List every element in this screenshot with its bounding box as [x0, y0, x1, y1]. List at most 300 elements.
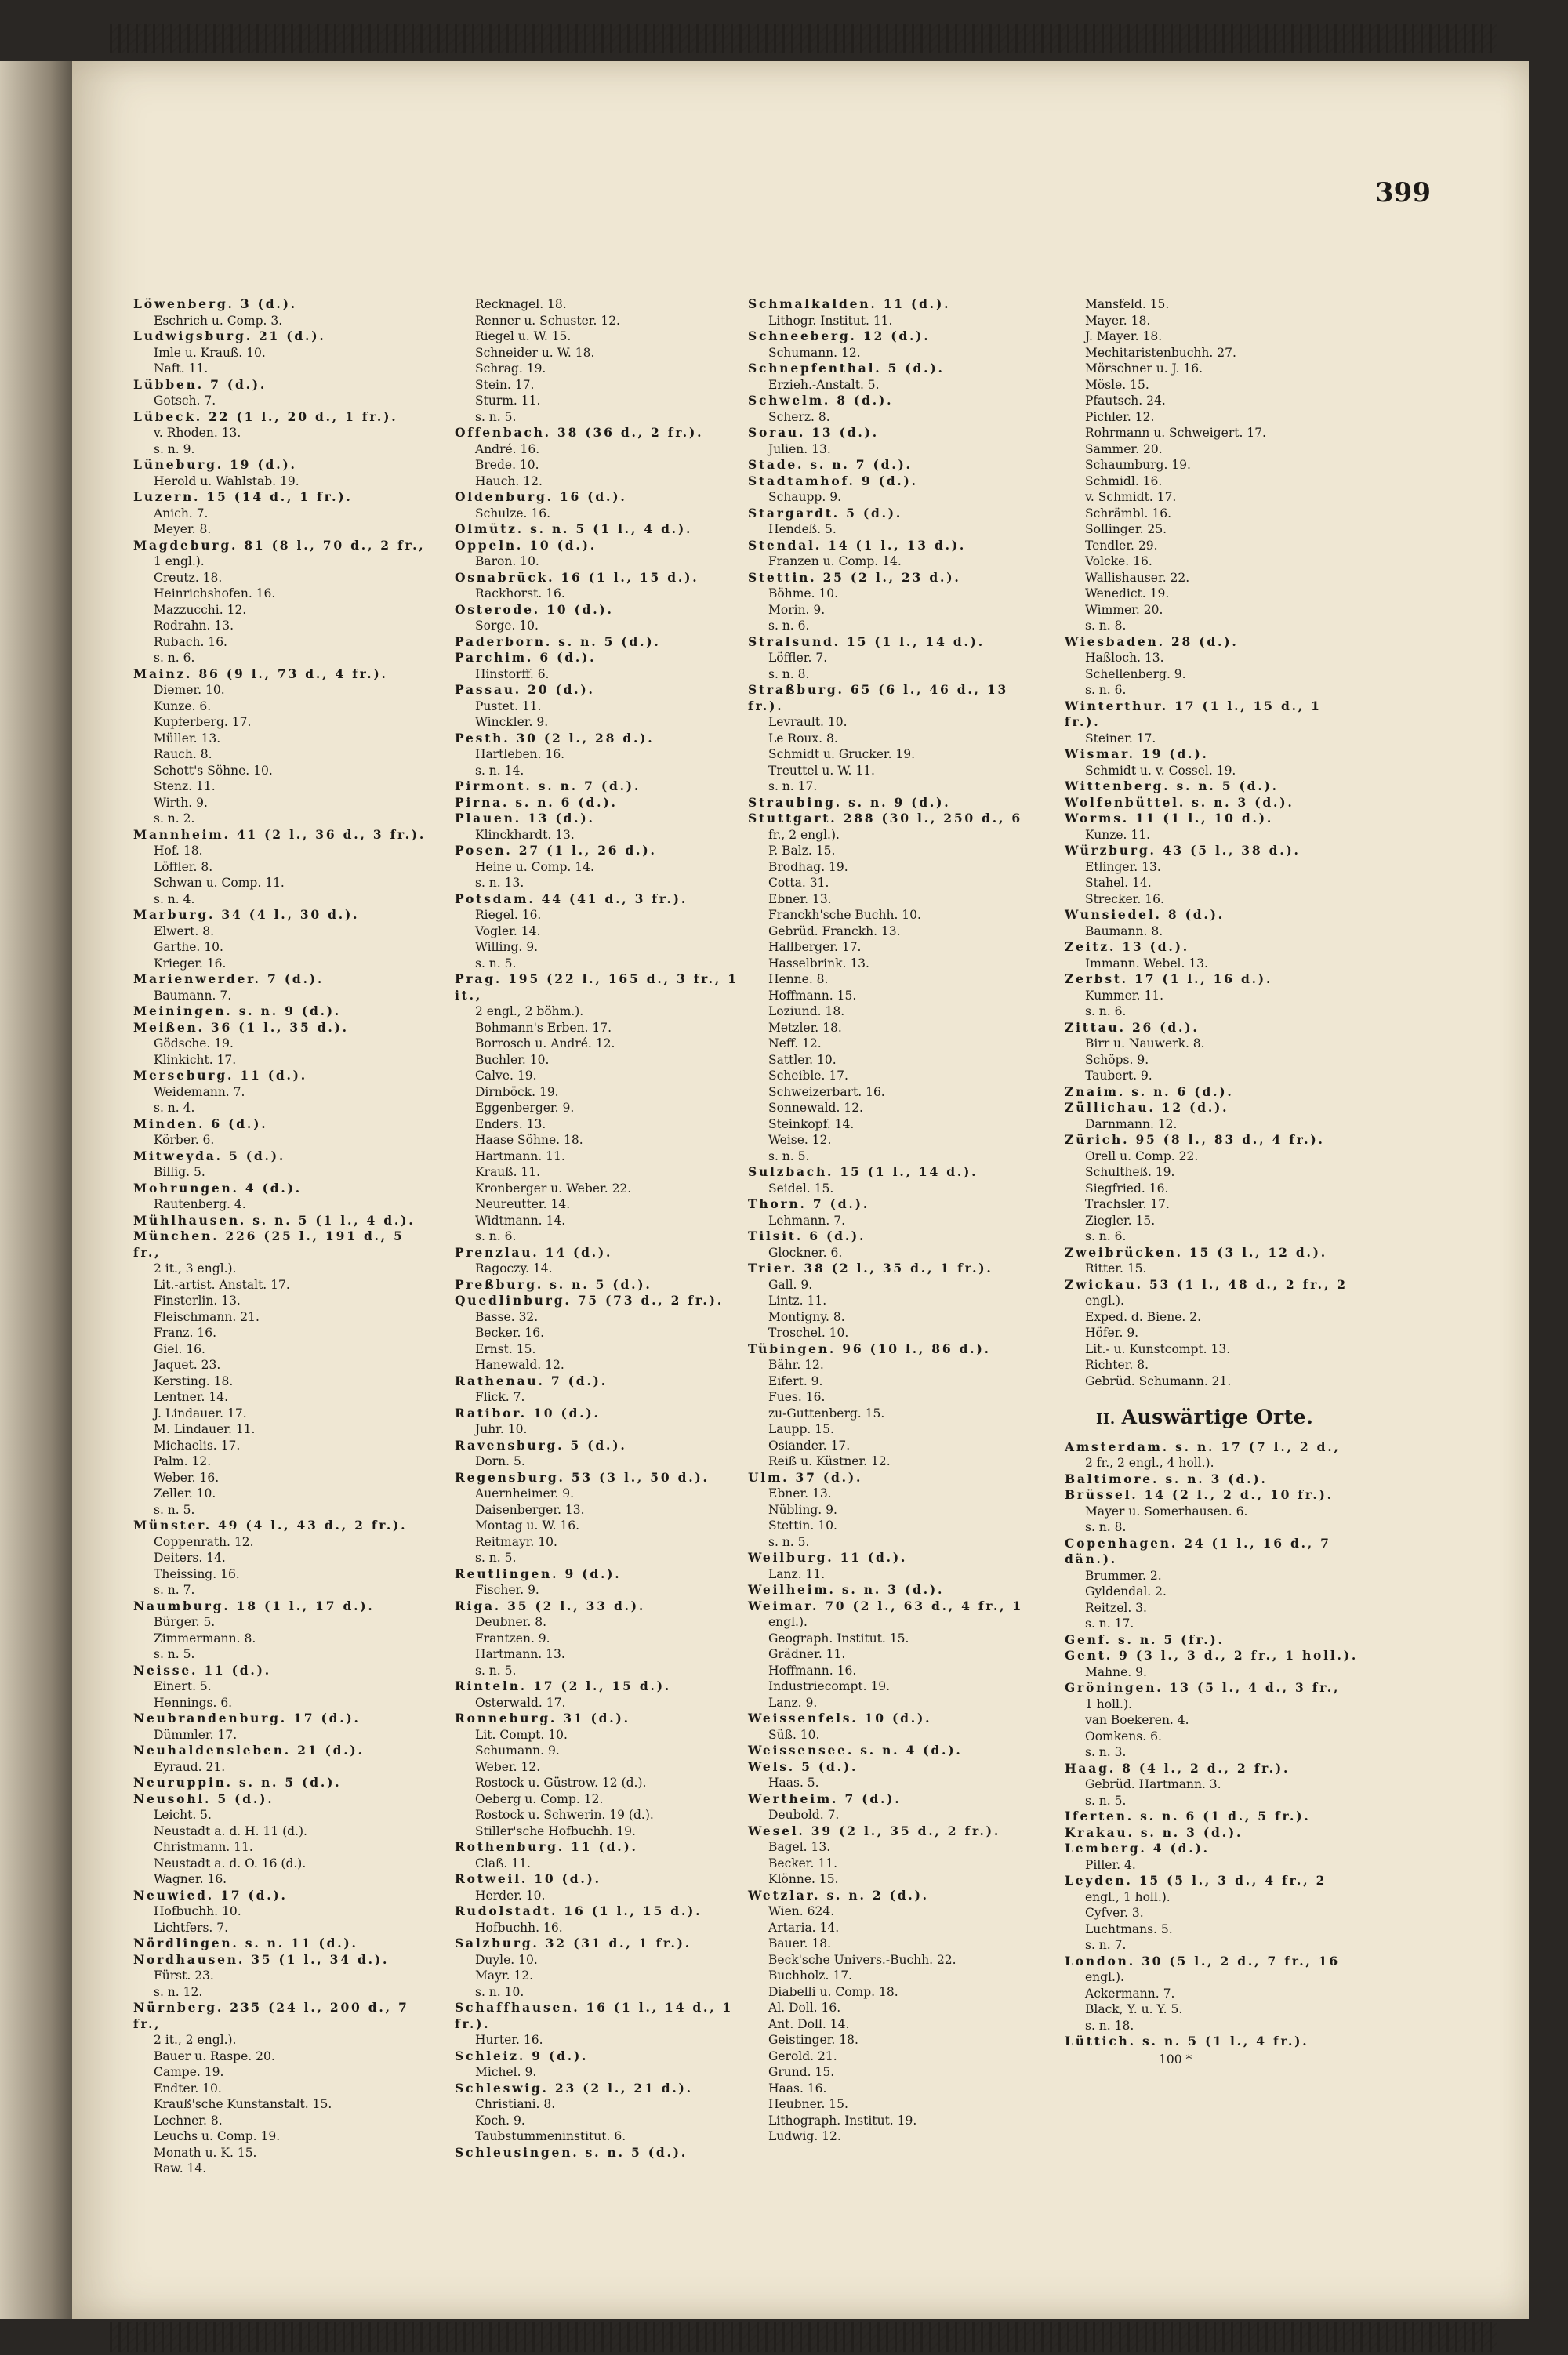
place-entry: Reutlingen. 9 (d.). [455, 1566, 622, 1581]
dealer-entry: Klinkicht. 17. [154, 1052, 237, 1067]
dealer-entry: Grund. 15. [768, 2065, 835, 2079]
dealer-entry: Michel. 9. [475, 2065, 537, 2079]
dealer-entry: s. n. 12. [154, 1984, 203, 1999]
place-entry: Preßburg. s. n. 5 (d.). [455, 1276, 652, 1292]
dealer-entry: Auernheimer. 9. [475, 1486, 575, 1500]
dealer-entry: Daisenberger. 13. [475, 1502, 585, 1517]
dealer-entry: Lit.-artist. Anstalt. 17. [154, 1277, 290, 1292]
dealer-entry: Pfautsch. 24. [1085, 394, 1166, 408]
dealer-entry: Schrämbl. 16. [1085, 506, 1172, 521]
dealer-entry: s. n. 2. [154, 811, 195, 826]
dealer-entry: Steinkopf. 14. [768, 1116, 855, 1131]
dealer-entry: Neff. 12. [768, 1036, 822, 1050]
place-entry: Winterthur. 17 (1 l., 15 d., 1 fr.). [1065, 698, 1322, 729]
dealer-entry: Sonnewald. 12. [768, 1101, 863, 1115]
place-entry: Magdeburg. 81 (8 l., 70 d., 2 fr., [133, 537, 426, 553]
dealer-entry: Leuchs u. Comp. 19. [154, 2129, 281, 2143]
dealer-entry: Luchtmans. 5. [1085, 1921, 1173, 1936]
place-entry: Stendal. 14 (1 l., 13 d.). [748, 537, 967, 553]
dealer-entry: Seidel. 15. [768, 1181, 834, 1196]
dealer-entry: Dirnböck. 19. [475, 1084, 559, 1099]
dealer-entry: Cotta. 31. [768, 876, 829, 890]
dealer-entry: Julien. 13. [768, 441, 831, 456]
dealer-entry: Lentner. 14. [154, 1390, 229, 1404]
place-entry: Posen. 27 (1 l., 26 d.). [455, 843, 657, 858]
place-entry: Minden. 6 (d.). [133, 1116, 268, 1131]
dealer-entry: Volcke. 16. [1085, 554, 1152, 568]
dealer-entry: Exped. d. Biene. 2. [1085, 1309, 1202, 1324]
dealer-entry: Kupferberg. 17. [154, 715, 252, 729]
dealer-entry: Raw. 14. [154, 2161, 207, 2175]
place-entry: Neuruppin. s. n. 5 (d.). [133, 1775, 342, 1790]
dealer-entry: Dümmler. 17. [154, 1727, 238, 1742]
dealer-entry: Beck'sche Univers.-Buchh. 22. [768, 1952, 956, 1967]
dealer-entry: Herold u. Wahlstab. 19. [154, 474, 299, 488]
dealer-entry: Pustet. 11. [475, 699, 542, 713]
place-entry: Wunsiedel. 8 (d.). [1065, 907, 1225, 922]
dealer-entry: Haßloch. 13. [1085, 651, 1164, 665]
dealer-entry: Christiani. 8. [475, 2097, 556, 2111]
place-entry: Worms. 11 (1 l., 10 d.). [1065, 811, 1274, 826]
dealer-entry: s. n. 6. [1085, 683, 1127, 697]
dealer-entry: Hartmann. 13. [475, 1647, 565, 1661]
dealer-entry: Reiß u. Küstner. 12. [768, 1454, 891, 1468]
dealer-entry: s. n. 9. [154, 441, 195, 456]
dealer-entry: Etlinger. 13. [1085, 859, 1161, 874]
place-entry: Rudolstadt. 16 (1 l., 15 d.). [455, 1903, 702, 1918]
dealer-entry: Hauch. 12. [475, 474, 543, 488]
place-entry: Regensburg. 53 (3 l., 50 d.). [455, 1469, 710, 1485]
place-entry: Zweibrücken. 15 (3 l., 12 d.). [1065, 1244, 1327, 1260]
dealer-entry: Süß. 10. [768, 1727, 820, 1742]
dealer-entry: Anich. 7. [154, 506, 209, 521]
dealer-entry: Elwert. 8. [154, 923, 214, 938]
dealer-entry: Enders. 13. [475, 1116, 546, 1131]
dealer-entry: Lichtfers. 7. [154, 1920, 229, 1935]
dealer-entry: Sturm. 11. [475, 394, 541, 408]
dealer-entry: Lanz. 11. [768, 1566, 826, 1581]
dealer-entry: Mazzucchi. 12. [154, 602, 247, 617]
place-entry: Weimar. 70 (2 l., 63 d., 4 fr., 1 [748, 1598, 1024, 1613]
dealer-entry: Klönne. 15. [768, 1872, 839, 1886]
dealer-entry: Müller. 13. [154, 731, 221, 746]
dealer-entry: Coppenrath. 12. [154, 1534, 254, 1549]
dealer-entry: Le Roux. 8. [768, 731, 838, 746]
dealer-entry: Gebrüd. Schumann. 21. [1085, 1373, 1232, 1388]
dealer-entry: Stenz. 11. [154, 779, 216, 793]
dealer-entry: 2 it., 3 engl.). [154, 1261, 237, 1275]
dealer-entry: Böhme. 10. [768, 586, 839, 601]
place-entry: Iferten. s. n. 6 (1 d., 5 fr.). [1065, 1809, 1311, 1823]
place-entry: Sorau. 13 (d.). [748, 425, 879, 440]
dealer-entry: Eyraud. 21. [154, 1759, 226, 1774]
dealer-entry: Neustadt a. d. H. 11 (d.). [154, 1823, 307, 1838]
dealer-entry: Körber. 6. [154, 1133, 215, 1147]
place-entry: Wels. 5 (d.). [748, 1758, 858, 1774]
dealer-entry: Herder. 10. [475, 1888, 546, 1903]
section-heading [1096, 1406, 1363, 1428]
dealer-entry: André. 16. [475, 441, 540, 456]
place-entry: Parchim. 6 (d.). [455, 650, 597, 665]
dealer-entry: Steiner. 17. [1085, 731, 1156, 746]
dealer-entry: Rubach. 16. [154, 634, 227, 649]
dealer-entry: Ludwig. 12. [768, 2129, 841, 2143]
place-entry: Oppeln. 10 (d.). [455, 537, 597, 553]
dealer-entry: Lithograph. Institut. 19. [768, 2113, 917, 2128]
dealer-entry: Lintz. 11. [768, 1294, 827, 1308]
dealer-entry: s. n. 8. [1085, 619, 1127, 633]
dealer-entry: Taubert. 9. [1085, 1069, 1152, 1083]
column-3 [748, 296, 1046, 2145]
place-entry: Weissenfels. 10 (d.). [748, 1711, 932, 1725]
dealer-entry: Willing. 9. [475, 940, 539, 954]
page-number: 399 [1375, 177, 1431, 209]
dealer-entry: Glockner. 6. [768, 1245, 843, 1260]
place-entry: Paderborn. s. n. 5 (d.). [455, 633, 661, 649]
place-entry: Thorn. 7 (d.). [748, 1196, 869, 1211]
dealer-entry: Schmidt u. v. Cossel. 19. [1085, 763, 1236, 778]
dealer-entry: Bagel. 13. [768, 1840, 831, 1854]
place-entry: Amsterdam. s. n. 17 (7 l., 2 d., [1065, 1439, 1341, 1454]
place-entry: Merseburg. 11 (d.). [133, 1068, 307, 1083]
dealer-entry: Black, Y. u. Y. 5. [1085, 2002, 1183, 2016]
dealer-entry: Hofbuchh. 16. [475, 1920, 563, 1935]
place-entry: London. 30 (5 l., 2 d., 7 fr., 16 [1065, 1953, 1340, 1969]
dealer-entry: Birr u. Nauwerk. 8. [1085, 1036, 1205, 1050]
dealer-entry: Montigny. 8. [768, 1309, 845, 1324]
dealer-entry: Monath u. K. 15. [154, 2145, 257, 2160]
dealer-entry: Lehmann. 7. [768, 1213, 845, 1228]
place-entry: Weissensee. s. n. 4 (d.). [748, 1743, 963, 1758]
signature-mark: 100 * [1159, 2052, 1192, 2067]
dealer-entry: Deiters. 14. [154, 1551, 226, 1565]
place-entry: Schmalkalden. 11 (d.). [748, 296, 951, 311]
dealer-entry: Siegfried. 16. [1085, 1181, 1169, 1196]
place-entry: Nordhausen. 35 (1 l., 34 d.). [133, 1951, 390, 1967]
dealer-entry: Richter. 8. [1085, 1358, 1149, 1372]
place-entry: Lübeck. 22 (1 l., 20 d., 1 fr.). [133, 408, 398, 424]
place-entry: Lemberg. 4 (d.). [1065, 1841, 1210, 1856]
column-2 [455, 296, 753, 2161]
dealer-entry: Bähr. 12. [768, 1358, 824, 1372]
place-entry: Schleswig. 23 (2 l., 21 d.). [455, 2080, 693, 2096]
dealer-entry: Franz. 16. [154, 1326, 217, 1340]
dealer-entry: Stiller'sche Hofbuchh. 19. [475, 1823, 636, 1838]
place-entry: Offenbach. 38 (36 d., 2 fr.). [455, 425, 704, 440]
dealer-entry: Haas. 16. [768, 2081, 827, 2096]
place-entry: Luzern. 15 (14 d., 1 fr.). [133, 489, 353, 504]
decorative-border-bottom [110, 2322, 1497, 2352]
dealer-entry: Lithogr. Institut. 11. [768, 313, 893, 328]
dealer-entry: Weber. 12. [475, 1759, 541, 1774]
dealer-entry: Ebner. 13. [768, 1486, 832, 1500]
place-entry: Znaim. s. n. 6 (d.). [1065, 1083, 1234, 1099]
dealer-entry: Hoffmann. 15. [768, 988, 857, 1003]
dealer-entry: Wirth. 9. [154, 795, 208, 810]
place-entry: Rothenburg. 11 (d.). [455, 1839, 638, 1854]
place-entry: Schleiz. 9 (d.). [455, 2048, 589, 2063]
dealer-entry: Gebrüd. Hartmann. 3. [1085, 1777, 1221, 1791]
dealer-entry: Schweizerbart. 16. [768, 1084, 885, 1099]
dealer-entry: 2 engl., 2 böhm.). [475, 1004, 584, 1018]
dealer-entry: Neustadt a. d. O. 16 (d.). [154, 1856, 307, 1871]
dealer-entry: Scheible. 17. [768, 1069, 848, 1083]
place-entry: Genf. s. n. 5 (fr.). [1065, 1631, 1225, 1647]
dealer-entry: Mayer. 18. [1085, 313, 1151, 328]
dealer-entry: Fürst. 23. [154, 1969, 214, 1983]
dealer-entry: s. n. 14. [475, 763, 524, 778]
dealer-entry: Schaumburg. 19. [1085, 458, 1191, 472]
dealer-entry: Reitzel. 3. [1085, 1600, 1147, 1615]
dealer-entry: Oomkens. 6. [1085, 1729, 1162, 1744]
dealer-entry: Löffler. 8. [154, 859, 213, 874]
dealer-entry: s. n. 4. [154, 891, 195, 906]
place-entry: Schnepfenthal. 5 (d.). [748, 361, 945, 376]
place-entry: Osterode. 10 (d.). [455, 601, 614, 617]
dealer-entry: s. n. 6. [1085, 1004, 1127, 1018]
dealer-entry: Rodrahn. 13. [154, 619, 234, 633]
dealer-entry: s. n. 8. [1085, 1520, 1127, 1534]
place-entry: Naumburg. 18 (1 l., 17 d.). [133, 1598, 375, 1613]
dealer-entry: Piller. 4. [1085, 1857, 1136, 1872]
dealer-entry: Troschel. 10. [768, 1326, 849, 1340]
dealer-entry: Billig. 5. [154, 1165, 205, 1179]
dealer-entry: Rackhorst. 16. [475, 586, 565, 601]
dealer-entry: Fues. 16. [768, 1390, 826, 1404]
dealer-entry: v. Rhoden. 13. [154, 426, 241, 440]
place-entry: Neusohl. 5 (d.). [133, 1791, 274, 1806]
dealer-entry: Brodhag. 19. [768, 859, 848, 874]
dealer-entry: Weise. 12. [768, 1133, 832, 1147]
dealer-entry: Hinstorff. 6. [475, 666, 550, 681]
dealer-entry: Heine u. Comp. 14. [475, 859, 594, 874]
dealer-entry: s. n. 4. [154, 1101, 195, 1115]
dealer-entry: Haas. 5. [768, 1776, 819, 1790]
dealer-entry: Palm. 12. [154, 1454, 212, 1468]
place-entry: Oldenburg. 16 (d.). [455, 489, 627, 504]
dealer-entry: Rauch. 8. [154, 747, 212, 761]
place-entry: Quedlinburg. 75 (73 d., 2 fr.). [455, 1293, 724, 1308]
dealer-entry: Diabelli u. Comp. 18. [768, 1984, 898, 1999]
dealer-entry: Endter. 10. [154, 2081, 222, 2096]
place-entry: Plauen. 13 (d.). [455, 811, 595, 826]
place-entry: Ulm. 37 (d.). [748, 1469, 863, 1485]
place-entry: Lüttich. s. n. 5 (1 l., 4 fr.). [1065, 2034, 1309, 2048]
dealer-entry: Klinckhardt. 13. [475, 827, 575, 842]
dealer-entry: van Boekeren. 4. [1085, 1713, 1189, 1727]
dealer-entry: s. n. 6. [768, 619, 810, 633]
dealer-entry: Reitmayr. 10. [475, 1534, 557, 1549]
place-entry: Potsdam. 44 (41 d., 3 fr.). [455, 891, 688, 906]
dealer-entry: Wallishauser. 22. [1085, 570, 1190, 585]
dealer-entry: Sammer. 20. [1085, 441, 1163, 456]
dealer-entry: Scherz. 8. [768, 409, 830, 424]
dealer-entry: s. n. 10. [475, 1984, 524, 1999]
dealer-entry: Mörschner u. J. 16. [1085, 361, 1203, 376]
dealer-entry: s. n. 5. [1085, 1793, 1127, 1808]
dealer-entry: Kersting. 18. [154, 1373, 234, 1388]
dealer-entry: Finsterlin. 13. [154, 1294, 241, 1308]
place-entry: Schwelm. 8 (d.). [748, 393, 894, 408]
place-entry: Mannheim. 41 (2 l., 36 d., 3 fr.). [133, 826, 426, 842]
dealer-entry: Ritter. 15. [1085, 1261, 1147, 1275]
dealer-entry: Bürger. 5. [154, 1615, 216, 1629]
dealer-entry: zu-Guttenberg. 15. [768, 1406, 885, 1421]
place-entry: Münster. 49 (4 l., 43 d., 2 fr.). [133, 1518, 408, 1533]
place-entry: Marburg. 34 (4 l., 30 d.). [133, 907, 360, 922]
dealer-entry: Hasselbrink. 13. [768, 956, 869, 971]
dealer-entry: Ragoczy. 14. [475, 1261, 553, 1275]
dealer-entry: Löffler. 7. [768, 651, 828, 665]
dealer-entry: Stahel. 14. [1085, 876, 1152, 890]
dealer-entry: Rautenberg. 4. [154, 1197, 246, 1211]
dealer-entry: Schumann. 12. [768, 345, 861, 360]
dealer-entry: Sattler. 10. [768, 1052, 837, 1067]
dealer-entry: Hartmann. 11. [475, 1148, 565, 1163]
dealer-entry: Metzler. 18. [768, 1020, 842, 1035]
dealer-entry: s. n. 5. [154, 1502, 195, 1517]
dealer-entry: Gall. 9. [768, 1277, 813, 1292]
dealer-entry: Flick. 7. [475, 1390, 525, 1404]
place-entry: Gent. 9 (3 l., 3 d., 2 fr., 1 holl.). [1065, 1648, 1359, 1663]
place-entry: Rotweil. 10 (d.). [455, 1871, 601, 1886]
dealer-entry: Gödsche. 19. [154, 1036, 234, 1050]
dealer-entry: s. n. 8. [768, 666, 810, 681]
place-entry: Weilburg. 11 (d.). [748, 1550, 908, 1565]
section-numeral: II. [1096, 1411, 1116, 1428]
dealer-entry: s. n. 5. [475, 1551, 517, 1565]
dealer-entry: Riegel u. W. 15. [475, 329, 572, 343]
place-entry: Pesth. 30 (2 l., 28 d.). [455, 730, 655, 746]
place-entry: München. 226 (25 l., 191 d., 5 fr., [133, 1228, 405, 1260]
place-entry: Tübingen. 96 (10 l., 86 d.). [748, 1341, 991, 1356]
dealer-entry: Grädner. 11. [768, 1647, 846, 1661]
dealer-entry: Deubold. 7. [768, 1808, 840, 1822]
place-entry: Lübben. 7 (d.). [133, 376, 267, 392]
column-1 [133, 296, 431, 2177]
place-entry: Stuttgart. 288 (30 l., 250 d., 6 [748, 811, 1022, 826]
place-entry: Stralsund. 15 (1 l., 14 d.). [748, 633, 985, 649]
place-entry: Rathenau. 7 (d.). [455, 1373, 608, 1388]
dealer-entry: Mahne. 9. [1085, 1664, 1147, 1679]
dealer-entry: Buchholz. 17. [768, 1969, 852, 1983]
place-entry: Zwickau. 53 (1 l., 48 d., 2 fr., 2 [1065, 1276, 1348, 1292]
place-entry: Stadtamhof. 9 (d.). [748, 473, 918, 488]
dealer-entry: Claß. 11. [475, 1856, 531, 1871]
place-entry: Riga. 35 (2 l., 33 d.). [455, 1598, 646, 1613]
dealer-entry: Geograph. Institut. 15. [768, 1631, 909, 1646]
dealer-entry: Creutz. 18. [154, 570, 223, 585]
place-entry: Neisse. 11 (d.). [133, 1662, 271, 1678]
book-gutter [0, 61, 72, 2319]
dealer-entry: M. Lindauer. 11. [154, 1422, 256, 1436]
place-entry: Neubrandenburg. 17 (d.). [133, 1711, 361, 1725]
place-entry: Neuwied. 17 (d.). [133, 1887, 288, 1903]
place-entry: Straßburg. 65 (6 l., 46 d., 13 fr.). [748, 682, 1009, 713]
dealer-entry: Schultheß. 19. [1085, 1165, 1175, 1179]
dealer-entry: Fleischmann. 21. [154, 1309, 260, 1324]
dealer-entry: s. n. 17. [1085, 1617, 1134, 1631]
dealer-entry: Baumann. 8. [1085, 923, 1163, 938]
dealer-entry: Weidemann. 7. [154, 1084, 245, 1099]
dealer-entry: Levrault. 10. [768, 715, 848, 729]
place-entry: Zeitz. 13 (d.). [1065, 939, 1189, 954]
place-entry: Mainz. 86 (9 l., 73 d., 4 fr.). [133, 666, 388, 681]
dealer-entry: Franzen u. Comp. 14. [768, 554, 902, 568]
dealer-entry: Diemer. 10. [154, 683, 225, 697]
dealer-entry: Hartleben. 16. [475, 747, 565, 761]
dealer-entry: Schellenberg. 9. [1085, 666, 1186, 681]
place-entry: Weilheim. s. n. 3 (d.). [748, 1582, 945, 1597]
dealer-entry: Baumann. 7. [154, 988, 232, 1003]
place-entry: Straubing. s. n. 9 (d.). [748, 794, 951, 810]
place-entry: Stargardt. 5 (d.). [748, 505, 903, 521]
dealer-entry: Duyle. 10. [475, 1952, 538, 1967]
place-entry: Marienwerder. 7 (d.). [133, 971, 325, 986]
book-page [72, 61, 1529, 2319]
dealer-entry: Morin. 9. [768, 602, 826, 617]
dealer-entry: Brede. 10. [475, 458, 539, 472]
column-4 [1065, 296, 1363, 2067]
place-entry: Pirmont. s. n. 7 (d.). [455, 778, 641, 793]
dealer-entry: Frantzen. 9. [475, 1631, 550, 1646]
dealer-entry: Osiander. 17. [768, 1438, 851, 1453]
dealer-entry: 1 engl.). [154, 554, 205, 568]
dealer-entry: Bauer. 18. [768, 1936, 831, 1950]
dealer-entry: Krauß'sche Kunstanstalt. 15. [154, 2097, 332, 2111]
dealer-entry: 1 holl.). [1085, 1696, 1132, 1711]
dealer-entry: Wenedict. 19. [1085, 586, 1170, 601]
dealer-entry: s. n. 5. [768, 1534, 810, 1549]
dealer-entry: s. n. 5. [475, 409, 517, 424]
dealer-entry: Ernst. 15. [475, 1341, 536, 1356]
dealer-entry: Leicht. 5. [154, 1808, 212, 1822]
dealer-entry: Michaelis. 17. [154, 1438, 241, 1453]
dealer-entry: s. n. 5. [475, 1663, 517, 1678]
dealer-entry: s. n. 5. [768, 1148, 810, 1163]
place-entry: Leyden. 15 (5 l., 3 d., 4 fr., 2 [1065, 1873, 1327, 1888]
dealer-entry: Montag u. W. 16. [475, 1519, 580, 1533]
place-entry: Salzburg. 32 (31 d., 1 fr.). [455, 1936, 691, 1950]
dealer-entry: Schwan u. Comp. 11. [154, 876, 285, 890]
dealer-entry: Schaupp. 9. [768, 490, 841, 504]
dealer-entry: Fischer. 9. [475, 1583, 539, 1597]
dealer-entry: Trachsler. 17. [1085, 1197, 1170, 1211]
dealer-entry: Meyer. 8. [154, 522, 212, 536]
dealer-entry: s. n. 18. [1085, 2018, 1134, 2033]
dealer-entry: s. n. 6. [154, 651, 195, 665]
dealer-entry: Darnmann. 12. [1085, 1116, 1178, 1131]
place-entry: Ratibor. 10 (d.). [455, 1405, 601, 1421]
dealer-entry: Wien. 624. [768, 1904, 835, 1918]
dealer-entry: Geistinger. 18. [768, 2033, 858, 2047]
dealer-entry: Laupp. 15. [768, 1422, 834, 1436]
place-entry: Olmütz. s. n. 5 (1 l., 4 d.). [455, 521, 693, 536]
place-entry: Meißen. 36 (1 l., 35 d.). [133, 1019, 349, 1035]
dealer-entry: Theissing. 16. [154, 1566, 240, 1581]
place-entry: Brüssel. 14 (2 l., 2 d., 10 fr.). [1065, 1487, 1334, 1502]
place-entry: Wetzlar. s. n. 2 (d.). [748, 1887, 929, 1903]
dealer-entry: Mayr. 12. [475, 1969, 534, 1983]
place-entry: Copenhagen. 24 (1 l., 16 d., 7 dän.). [1065, 1535, 1331, 1566]
dealer-entry: Höfer. 9. [1085, 1326, 1139, 1340]
dealer-entry: s. n. 7. [1085, 1938, 1127, 1952]
dealer-entry: Hurter. 16. [475, 2033, 543, 2047]
dealer-entry: Neureutter. 14. [475, 1197, 571, 1211]
dealer-entry: Heubner. 15. [768, 2097, 848, 2111]
dealer-entry: Tendler. 29. [1085, 538, 1158, 553]
dealer-entry: Lit. Compt. 10. [475, 1727, 568, 1742]
